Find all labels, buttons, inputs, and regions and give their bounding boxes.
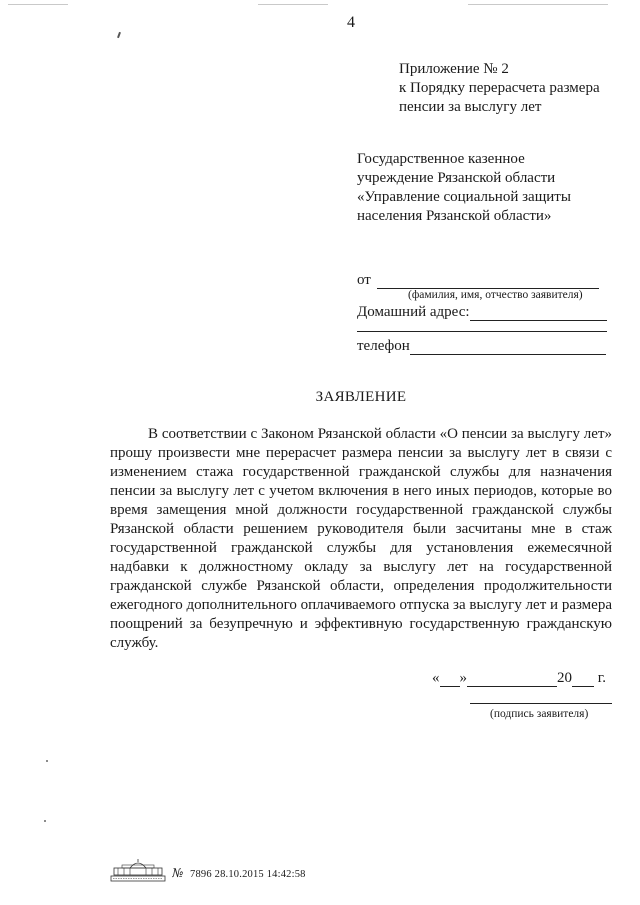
address-row (357, 304, 607, 321)
month-field[interactable] (467, 673, 557, 687)
fio-field[interactable] (377, 274, 599, 289)
statement-paragraph: В соответствии с Законом Рязанской области «О пенсии за выслугу лет» прошу произвести мне перерасчет размера пенсии за выслугу лет в связи с изменением стажа государственной гражданской службы для назначения пенсии за выслугу лет с учетом включения в него иных периодов, которые во время замещения мной должности государственной гражданской службы Рязанской области решением руководителя были засчитаны мне в стаж государственной гражданской службы для установления ежемесячной надбавки к должностному окладу за выслугу лет на государственной гражданской службе Рязанской области, определения продолжительности ежегодного дополнительного оплачиваемого отпуска за выслугу лет и размера поощрений за безупречную и эффективную государственную гражданскую службу. (110, 426, 612, 651)
page-number: 4 (347, 14, 355, 31)
date-row (432, 670, 606, 687)
address-field-line2[interactable] (357, 331, 607, 332)
day-field[interactable] (440, 673, 460, 687)
appendix-line: к Порядку перерасчета размера (399, 80, 600, 96)
scan-dot (46, 760, 48, 762)
fio-hint: (фамилия, имя, отчество заявителя) (408, 289, 583, 301)
date-century: 20 (557, 670, 572, 686)
recipient-line: Государственное казенное (357, 151, 525, 167)
address-field[interactable] (470, 306, 607, 321)
signature-field[interactable] (470, 703, 612, 704)
registration-text: 7896 28.10.2015 14:42:58 (190, 869, 306, 880)
signature-hint: (подпись заявителя) (490, 708, 589, 720)
statement-body (110, 425, 612, 653)
seal-icon (110, 856, 166, 882)
scan-noise (468, 4, 608, 5)
date-open-quote: « (432, 670, 440, 686)
phone-label: телефон (357, 338, 410, 354)
phone-row (357, 338, 606, 355)
date-close-quote: » (459, 670, 467, 686)
phone-field[interactable] (410, 340, 606, 355)
registration-stamp (110, 856, 306, 882)
from-label: от (357, 272, 371, 288)
number-sign-icon (172, 865, 184, 879)
scan-noise (8, 4, 68, 5)
svg-text:№: № (172, 866, 184, 879)
scan-noise (258, 4, 328, 5)
recipient-line: населения Рязанской области» (357, 208, 552, 224)
document-title: ЗАЯВЛЕНИЕ (315, 389, 407, 405)
date-year-suffix: г. (597, 670, 606, 686)
recipient-line: учреждение Рязанской области (357, 170, 556, 186)
recipient-line: «Управление социальной защиты (357, 189, 571, 205)
recipient-block (357, 150, 571, 226)
appendix-header (399, 60, 600, 117)
from-row (357, 272, 599, 289)
appendix-line: Приложение № 2 (399, 61, 509, 77)
appendix-line: пенсии за выслугу лет (399, 99, 542, 115)
address-label: Домашний адрес: (357, 304, 470, 320)
year-field[interactable] (572, 673, 594, 687)
scan-mark (117, 32, 121, 38)
scan-dot (44, 820, 46, 822)
